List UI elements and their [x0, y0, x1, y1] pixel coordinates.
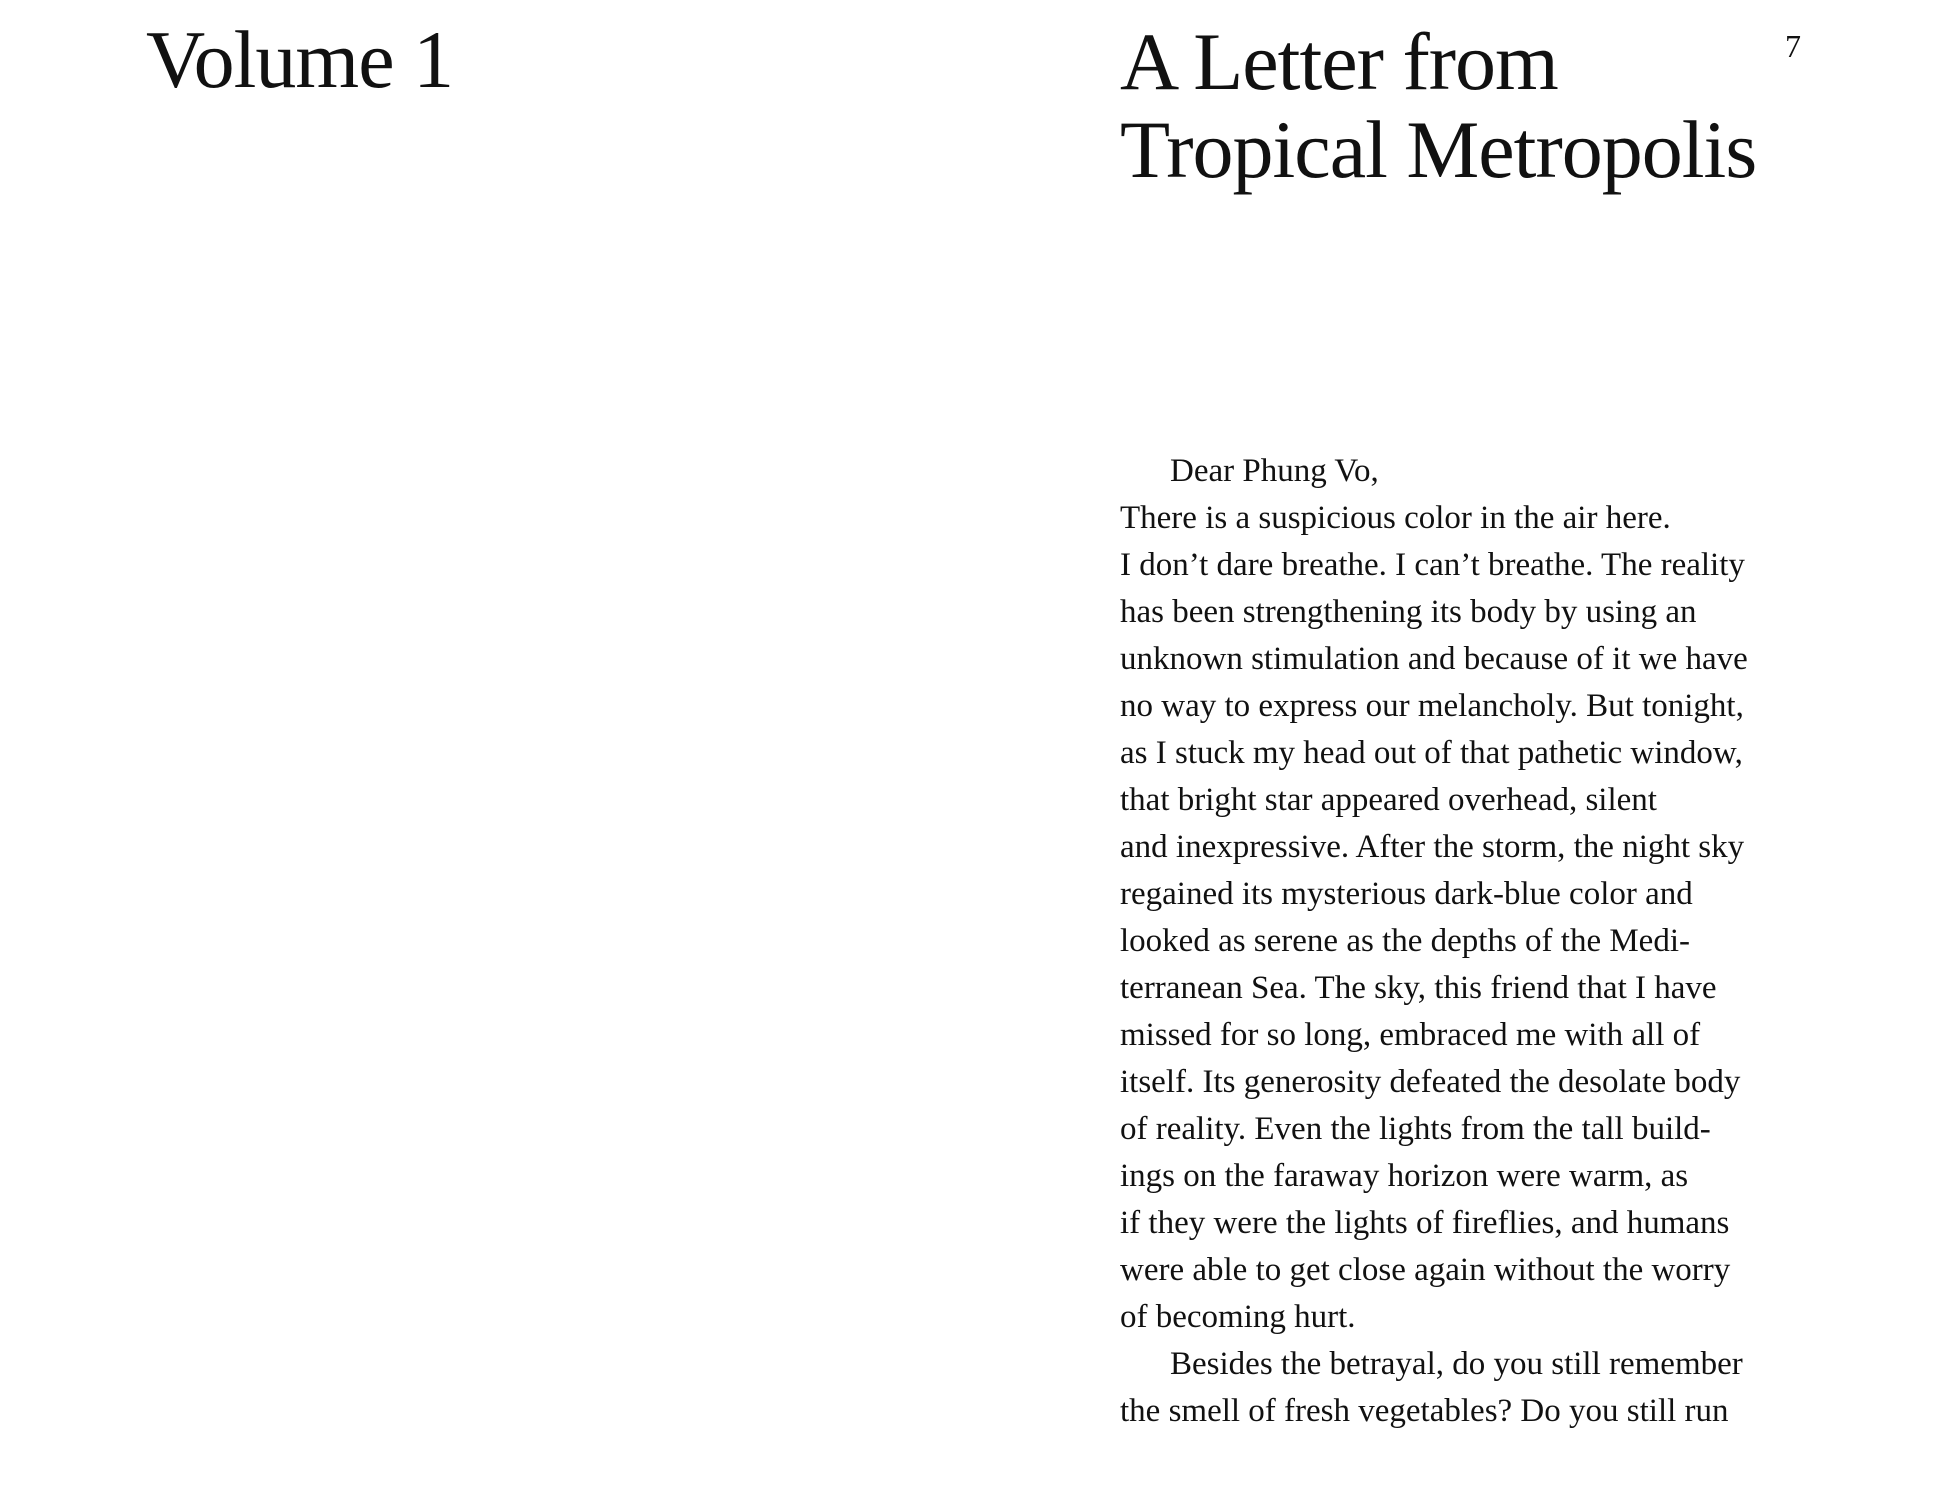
page-number: 7 [1785, 28, 1801, 64]
chapter-title [1120, 18, 1756, 194]
volume-title: Volume 1 [146, 14, 454, 105]
body-line: no way to express our melancholy. But tonight, [1120, 688, 1744, 724]
body-line: ings on the faraway horizon were warm, as [1120, 1158, 1689, 1194]
body-line: as I stuck my head out of that pathetic window, [1120, 735, 1743, 771]
body-line: the smell of fresh vegetables? Do you still run [1120, 1393, 1729, 1429]
body-line: missed for so long, embraced me with all of [1120, 1017, 1701, 1053]
body-line: itself. Its generosity defeated the desolate body [1120, 1064, 1741, 1100]
body-line: if they were the lights of fireflies, and humans [1120, 1205, 1730, 1241]
left-page [0, 0, 970, 1500]
body-line: were able to get close again without the worry [1120, 1252, 1731, 1288]
chapter-title-line: A Letter from [1120, 16, 1558, 107]
salutation-line: Dear Phung Vo, [1170, 453, 1379, 489]
right-page [970, 0, 1941, 1500]
body-line: of becoming hurt. [1120, 1299, 1356, 1335]
letter-body [1120, 448, 1820, 1435]
body-line: I don’t dare breathe. I can’t breathe. The reality [1120, 547, 1745, 583]
body-line: There is a suspicious color in the air here. [1120, 500, 1671, 536]
body-line: terranean Sea. The sky, this friend that I have [1120, 970, 1717, 1006]
body-line: that bright star appeared overhead, silent [1120, 782, 1657, 818]
body-line: and inexpressive. After the storm, the night sky [1120, 829, 1745, 865]
body-line: regained its mysterious dark-blue color and [1120, 876, 1693, 912]
body-line: looked as serene as the depths of the Medi- [1120, 923, 1690, 959]
body-line: unknown stimulation and because of it we have [1120, 641, 1748, 677]
body-line: has been strengthening its body by using an [1120, 594, 1697, 630]
paragraph-start-line: Besides the betrayal, do you still remember [1170, 1346, 1743, 1382]
body-line: of reality. Even the lights from the tall build- [1120, 1111, 1711, 1147]
chapter-title-line: Tropical Metropolis [1120, 104, 1757, 195]
